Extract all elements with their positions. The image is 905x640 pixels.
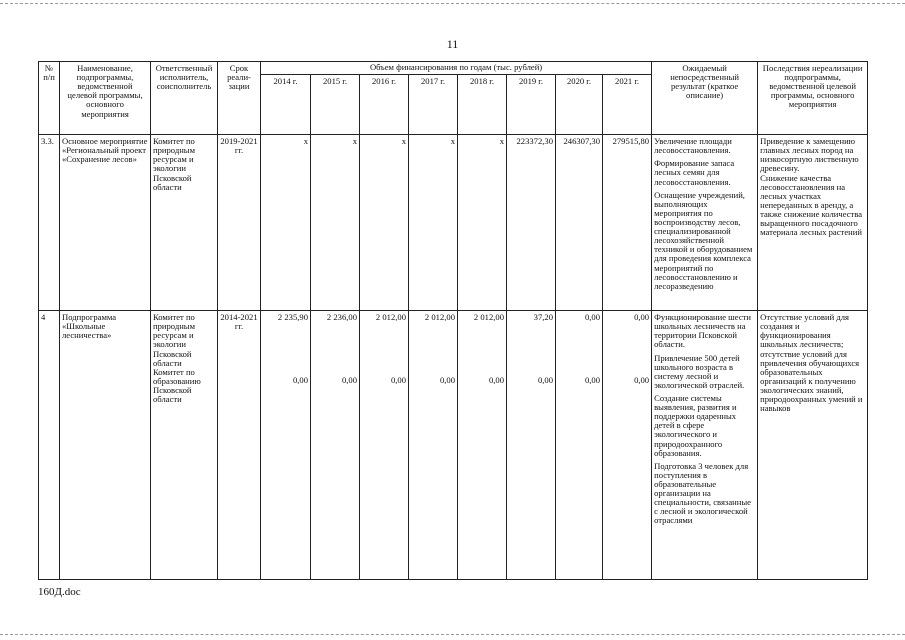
col-header-funding: Объем финансирования по годам (тыс. рублей) <box>261 62 652 75</box>
result-paragraph: Функционирование шести школьных лесничеств на территории Псковской области. <box>654 312 751 350</box>
document-filename: 160Д.doc <box>38 586 81 598</box>
executor-primary: Комитет по природным ресурсам и экологии Псковской области <box>153 312 196 368</box>
col-header-term: Срок реали-зации <box>218 62 261 135</box>
year-header: 2019 г. <box>507 75 556 135</box>
result-paragraph: Увеличение площади лесовосстановления. <box>654 136 732 156</box>
value-cell: x <box>261 135 311 311</box>
value-cell: 0,00 0,00 <box>556 311 603 580</box>
page-number: 11 <box>446 37 459 51</box>
header-row-1 <box>39 62 868 75</box>
row-executor <box>151 311 218 580</box>
value-cell: 2 012,00 0,00 <box>360 311 409 580</box>
year-header: 2017 г. <box>409 75 458 135</box>
executor-secondary: Комитет по образованию Псковской области <box>153 366 201 405</box>
row-executor: Комитет по природным ресурсам и экологии Псковской области <box>151 135 218 311</box>
row-consequences: Отсутствие условий для создания и функционирования школьных лесничеств; отсутствие условий для привлечения обучающихся образовательных организаций к получению экологических знаний, природоохранных умений и навыков <box>758 311 868 580</box>
year-header: 2015 г. <box>311 75 360 135</box>
value-cell: x <box>360 135 409 311</box>
financing-table <box>38 61 868 580</box>
row-name: Основное мероприятие «Региональный проект «Сохранение лесов» <box>60 135 151 311</box>
year-header: 2018 г. <box>458 75 507 135</box>
row-number: 3.3. <box>39 135 60 311</box>
value-cell: 2 235,90 0,00 <box>261 311 311 580</box>
value-cell: 37,20 0,00 <box>507 311 556 580</box>
col-header-executor: Ответственный исполнитель, соисполнитель <box>151 62 218 135</box>
table-row <box>39 135 868 311</box>
consequence-paragraph: Снижение качества лесовосстановления на лесных участках непереданных в аренду, а также снижение количества выращенного посадочного материала лесных растений <box>760 172 863 238</box>
result-paragraph: Оснащение учреждений, выполняющих мероприятия по воспроизводству лесов, специализированной лесохозяйственной техникой и оборудованием для проведения комплекса мероприятий по лесовосстановлению и лесоразведению <box>654 189 753 291</box>
year-header: 2014 г. <box>261 75 311 135</box>
consequence-paragraph: Приведение к замещению главных лесных пород на низкосортную лиственную древесину. <box>760 136 859 174</box>
scan-bottom-edge <box>0 634 905 635</box>
result-paragraph: Привлечение 500 детей школьного возраста в систему лесной и экологической отраслей. <box>654 352 745 390</box>
row-term: 2019-2021 гг. <box>218 135 261 311</box>
row-name: Подпрограмма «Школьные лесничества» <box>60 311 151 580</box>
value-cell: 279515,80 <box>603 135 652 311</box>
result-paragraph: Подготовка 3 человек для поступления в образовательные организации на специальности, связанные с лесной и экологической отраслями <box>654 460 751 526</box>
value-cell: 2 012,00 0,00 <box>409 311 458 580</box>
value-cell: 223372,30 <box>507 135 556 311</box>
row-number: 4 <box>39 311 60 580</box>
value-cell: 0,00 0,00 <box>603 311 652 580</box>
table-row <box>39 311 868 580</box>
scan-top-edge <box>0 3 905 4</box>
row-consequences <box>758 135 868 311</box>
value-cell: 2 236,00 0,00 <box>311 311 360 580</box>
row-result <box>652 135 758 311</box>
value-cell: x <box>409 135 458 311</box>
year-header: 2021 г. <box>603 75 652 135</box>
col-header-name: Наименование, подпрограммы, ведомственной целевой программы, основного мероприятия <box>60 62 151 135</box>
year-header: 2016 г. <box>360 75 409 135</box>
year-header: 2020 г. <box>556 75 603 135</box>
row-term: 2014-2021 гг. <box>218 311 261 580</box>
value-cell: x <box>311 135 360 311</box>
value-cell: 2 012,00 0,00 <box>458 311 507 580</box>
value-cell: 246307,30 <box>556 135 603 311</box>
col-header-num: № п/п <box>39 62 60 135</box>
col-header-result: Ожидаемый непосредственный результат (краткое описание) <box>652 62 758 135</box>
result-paragraph: Формирование запаса лесных семян для лесовосстановления. <box>654 158 735 187</box>
col-header-consequences: Последствия нереализации подпрограммы, ведомственной целевой программы, основного мероприятия <box>758 62 868 135</box>
result-paragraph: Создание системы выявления, развития и поддержки одаренных детей в сфере экологического и природоохранного образования. <box>654 392 737 458</box>
value-cell: x <box>458 135 507 311</box>
row-result <box>652 311 758 580</box>
